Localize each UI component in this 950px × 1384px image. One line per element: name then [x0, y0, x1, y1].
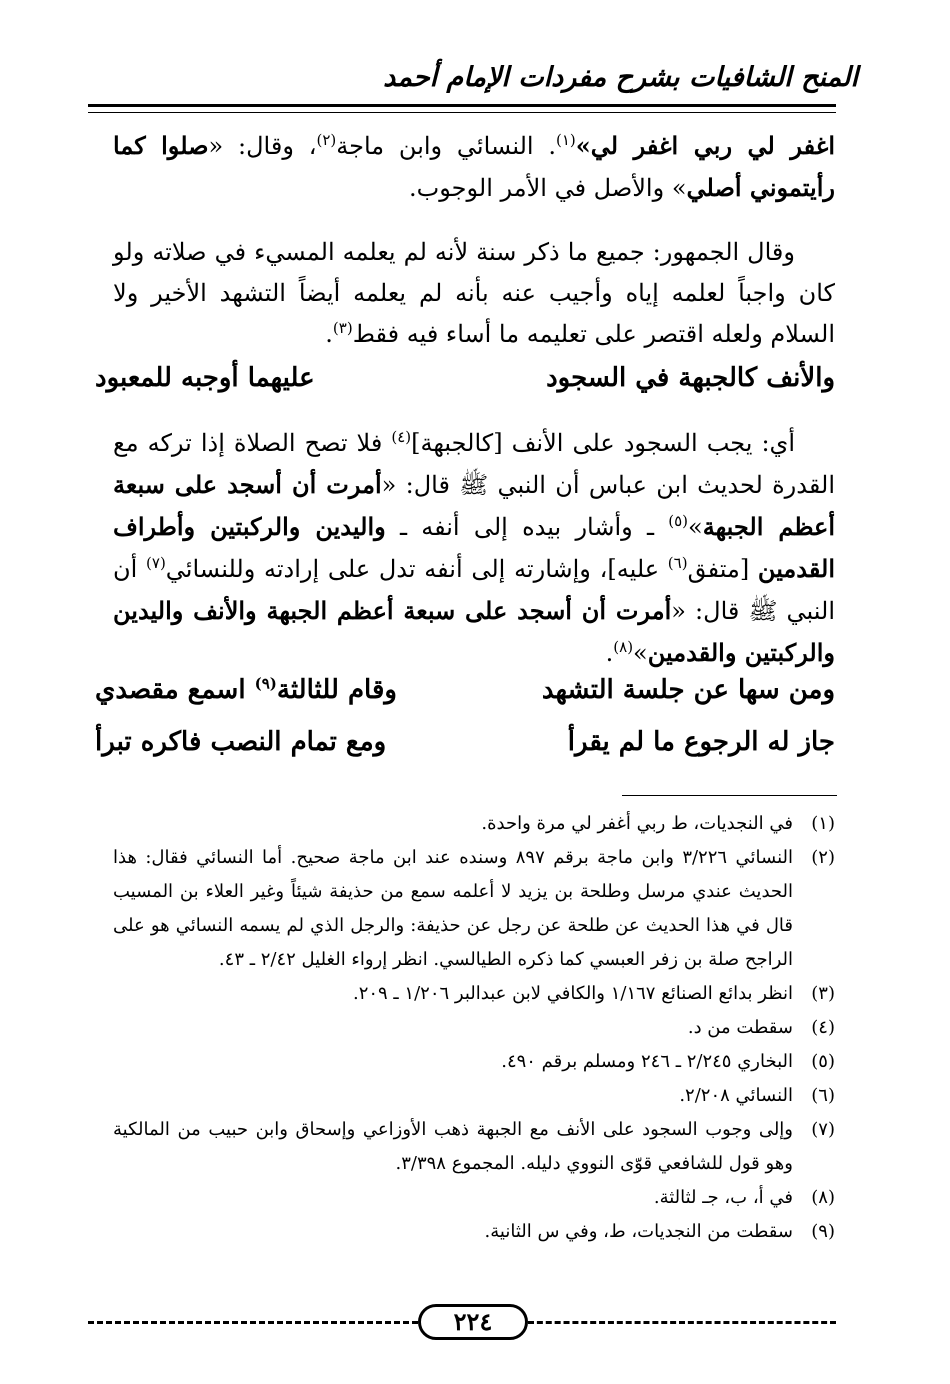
footnote-number: (٣): [811, 983, 835, 1004]
paragraph-2: [113, 232, 835, 355]
footnote-text: النسائي ٢/٢٠٨.: [679, 1085, 793, 1106]
footnote: [113, 807, 835, 841]
footnote-number: (٤): [811, 1017, 835, 1038]
footnote: [113, 1045, 835, 1079]
footnote-number: (٢): [811, 847, 835, 868]
paragraph-1: [113, 125, 835, 209]
header-rule-thick: [88, 104, 836, 107]
verse-text: وقام للثالثة: [276, 675, 397, 705]
footnote-ref: (٨): [613, 638, 634, 656]
footnote-ref: (٢): [316, 131, 337, 149]
footnote-number: (١): [811, 813, 835, 834]
text: فلا تصح الصلاة إذا تركه مع القدرة لحديث ابن عباس أن النبي ﷺ قال: «: [113, 429, 835, 499]
text: وقال الجمهور: جميع ما ذكر سنة لأنه لم يعلمه المسيء في صلاته ولو كان واجباً لعلمه إياه وأجيب عنه بأنه لم يعلمه أيضاً التشهد الأخير ولا السلام ولعله اقتصر على تعليمه ما أساء فيه فقط: [113, 238, 835, 348]
footnote-number: (٨): [811, 1187, 835, 1208]
footer-dashed-rule-left: [88, 1321, 418, 1324]
text: .: [605, 639, 614, 667]
hadith-quote: صلوا كما رأيتموني أصلي: [113, 131, 835, 202]
footnote-ref: (٦): [667, 554, 688, 572]
footnote: [113, 1215, 835, 1249]
footnote-text: انظر بدائع الصنائع ١/١٦٧ والكافي لابن عبدالبر ١/٢٠٦ ـ ٢٠٩.: [352, 983, 793, 1004]
text: ، وقال: «: [208, 132, 317, 160]
text: [متفق: [687, 555, 758, 583]
footnote-number: (٩): [811, 1221, 835, 1242]
footnote-ref: (٩): [254, 674, 277, 693]
footnote-ref: (١): [556, 131, 576, 149]
verse-first-hemistich: جاز له الرجوع ما لم يقرأ: [567, 727, 835, 757]
verse-second-hemistich: [95, 675, 397, 705]
footnote: [113, 1181, 835, 1215]
verse-first-hemistich: ومن سها عن جلسة التشهد: [541, 675, 835, 705]
text: »: [688, 513, 703, 541]
verse-line-2: [95, 675, 835, 719]
footnote-text: البخاري ٢/٢٤٥ ـ ٢٤٦ ومسلم برقم ٤٩٠.: [501, 1051, 793, 1072]
footnote-text: سقطت من النجديات، ط، وفي س الثانية.: [484, 1221, 793, 1242]
footnote: [113, 977, 835, 1011]
footnote: [113, 841, 835, 977]
footnote: [113, 1079, 835, 1113]
verse-second-hemistich: عليهما أوجبه للمعبود: [95, 363, 315, 393]
text: .: [325, 320, 333, 348]
footnote-text: وإلى وجوب السجود على الأنف مع الجبهة ذهب الأوزاعي وإسحاق وابن حبيب من المالكية وهو قول للشافعي قوّى النووي دليله. المجموع ٣/٣٩٨.: [113, 1119, 793, 1174]
footnote-number: (٧): [811, 1119, 835, 1140]
verse-text: اسمع مقصدي: [95, 675, 255, 705]
footnotes-section: [113, 807, 835, 1249]
verse-line-3: [95, 727, 835, 771]
hadith-quote: أمرت أن أسجد على سبعة أعظم الجبهة: [113, 470, 835, 541]
footnote-text: سقطت من د.: [687, 1017, 793, 1038]
footnote-number: (٦): [811, 1085, 835, 1106]
footnote-text: النسائي ٣/٢٢٦ وابن ماجة برقم ٨٩٧ وسنده عند ابن ماجة صحيح. أما النسائي فقال: هذا الحديث عندي مرسل وطلحة بن يزيد لا أعلمه سمع من حذيفة شيئاً وغير العلاء بن المسيب قال في هذا الحديث عن طلحة عن رجل عن حذيفة: والرجل الذي لم يسمه النسائي هو على الراجح صلة بن زفر العبسي كما ذكره الطيالسي. انظر إرواء الغليل ٢/٤٢ ـ ٤٣.: [113, 847, 793, 970]
text: عليه]، وإشارته إلى أنفه تدل على إرادته وللنسائي: [165, 555, 668, 583]
footnote-text: في النجديات، ط ربي أغفر لي مرة واحدة.: [481, 813, 793, 834]
verse-second-hemistich: ومع تمام النصب فاكره تبرأ: [95, 727, 387, 757]
hadith-quote: اغفر لي ربي اغفر لي»: [575, 131, 835, 160]
hadith-quote: واليدين والركبتين وأطراف القدمين: [113, 512, 836, 583]
footnote: [113, 1011, 835, 1045]
footer-dashed-rule-right: [528, 1321, 836, 1324]
footnote-ref: (٥): [668, 512, 689, 530]
footnote-ref: (٤): [391, 428, 412, 446]
footnote-text: في أ، ب، جـ لثالثة.: [653, 1187, 793, 1208]
verse-first-hemistich: والأنف كالجبهة في السجود: [546, 363, 835, 393]
footnote: [113, 1113, 835, 1181]
text: »: [633, 639, 648, 667]
text: . النسائي وابن ماجة: [336, 132, 556, 160]
text: أن النبي ﷺ قال: «: [113, 555, 835, 625]
text: ـ وأشار بيده إلى أنفه ـ: [385, 513, 669, 541]
footnote-ref: (٧): [146, 554, 166, 572]
footnote-separator: [622, 795, 837, 796]
paragraph-3: [113, 423, 835, 674]
footnote-ref: (٣): [332, 319, 353, 337]
verse-line-1: [95, 363, 835, 407]
hadith-quote: أمرت أن أسجد على سبعة أعظم الجبهة والأنف واليدين والركبتين والقدمين: [113, 596, 835, 667]
text: » والأصل في الأمر الوجوب.: [409, 174, 687, 202]
footnote-number: (٥): [811, 1051, 835, 1072]
header-rule-thin: [88, 112, 836, 113]
text: أي: يجب السجود على الأنف [كالجبهة]: [411, 429, 795, 457]
page-number: ٢٢٤: [418, 1304, 528, 1340]
running-header: المنح الشافيات بشرح مفردات الإمام أحمد: [383, 62, 858, 93]
